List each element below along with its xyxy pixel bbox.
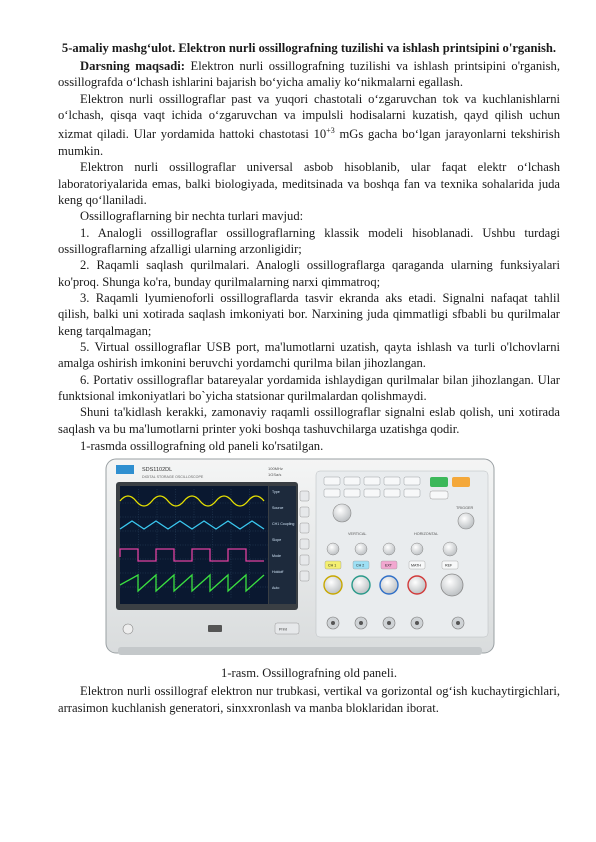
page-title: 5-amaliy mashg‘ulot. Elektron nurli ossillografning tuzilishi va ishlash printsipini o'rganish.	[61, 41, 557, 55]
menu-item: Holdoff	[272, 570, 284, 575]
menu-item: Mode	[272, 554, 281, 559]
horizontal-label: HORIZONTAL	[414, 532, 439, 537]
auto-button[interactable]	[430, 491, 448, 499]
device-spec-bandwidth: 100MHz	[268, 466, 283, 472]
ch1-volts-knob[interactable]	[324, 576, 342, 594]
menu-item: Slope	[272, 538, 282, 543]
math-label: MATH	[411, 563, 421, 568]
list-item: 3. Raqamli lyumienoforli ossillograflarda tasvir ekranda aks etadi. Signalni nafaqat tahlil qilish, balki uni xotirada saqlash imkoniyati bor. Narxining juda qimmatligi sfbabli bu qurilmalar keng tarqalmagan;	[58, 291, 560, 338]
oscilloscope-figure	[58, 457, 560, 661]
brand-logo	[116, 465, 134, 474]
ch2-label: CH 2	[356, 563, 365, 568]
trigger-level-knob[interactable]	[458, 513, 474, 529]
time-base-knob[interactable]	[441, 574, 463, 596]
menu-item: Source	[272, 506, 284, 511]
oscilloscope-image	[58, 457, 560, 661]
closing-paragraph: Elektron nurli ossillograf elektron nur trubkasi, vertikal va gorizontal og‘ish kuchaytirgichlari, arrasimon kuchlanish generatori, sinxxronlash va manba bloklaridan iborat.	[58, 684, 560, 715]
vertical-label: VERTICAL	[348, 532, 367, 537]
ch2-position-knob[interactable]	[355, 543, 367, 555]
power-button[interactable]	[123, 624, 133, 634]
control-panel	[316, 471, 488, 637]
goal-paragraph	[58, 58, 560, 91]
intro-text-2: mGs gacha bo‘lgan jarayonlarni tekshirish mumkin.	[58, 127, 560, 158]
types-intro: Ossillograflarning bir nechta turlari mavjud:	[80, 209, 304, 224]
trigger-label: TRIGGER	[456, 506, 474, 511]
ext-label: EXT	[385, 563, 392, 568]
ref-label: REF	[445, 563, 453, 568]
figure-intro: 1-rasmda ossillografning old paneli ko'rsatilgan.	[80, 439, 324, 454]
goal-text: Elektron nurli ossillografning tuzilishi va ishlash printsipini o'rganish, ossillografda o‘lchash ishlarini bajarish bo‘yicha amaliy ko‘nikmalarni egallash.	[58, 59, 560, 90]
intro-exponent: +3	[326, 126, 335, 136]
usage-paragraph: Elektron nurli ossillograflar universal asbob hisoblanib, ular faqat elektr o‘lchash laboratoriyalarida emas, balki biologiyada, meditsinada va boshqa fan va texnika sohalarida juda keng qo‘llaniladi.	[58, 160, 560, 207]
intro-paragraph	[58, 91, 560, 160]
document-page	[58, 40, 560, 716]
list-item: 1. Analogli ossillograflar ossillograflarning klassik modeli hisoblanadi. Ushbu turdagi ossillograflarning afzalligi ularning arzonligidir;	[58, 225, 560, 256]
device-model: SDS1102DL	[142, 467, 173, 474]
menu-item: Type	[272, 490, 280, 495]
menu-item: CH1 Coupling	[272, 522, 295, 527]
note-paragraph: Shuni ta'kidlash kerakki, zamonaviy raqamli ossillograflar signalni eslab qolish, uni xotirada saqlash va bu ma'lumotlarni printer yoki boshqa tashuvchilarga uzatishga qodir.	[58, 405, 560, 436]
ch3-position-knob[interactable]	[383, 543, 395, 555]
run-stop-button[interactable]	[430, 477, 448, 487]
figure-caption: 1-rasm. Ossillografning old paneli.	[221, 666, 397, 681]
adjust-knob[interactable]	[333, 504, 351, 522]
ch1-position-knob[interactable]	[327, 543, 339, 555]
device-subtitle: DIGITAL STORAGE OSCILLOSCOPE	[142, 475, 204, 480]
ch4-position-knob[interactable]	[411, 543, 423, 555]
ch3-volts-knob[interactable]	[380, 576, 398, 594]
single-button[interactable]	[452, 477, 470, 487]
horizontal-position-knob[interactable]	[443, 542, 457, 556]
ch4-volts-knob[interactable]	[408, 576, 426, 594]
device-spec-samplerate: 1GSa/s	[268, 472, 282, 478]
list-item: 6. Portativ ossillograflar batareyalar yordamida ishlaydigan qurilmalar bilan jihozlangan. Ular funktsional imkoniyatlari bo`yicha statsionar qurilmalardan qolishmaydi.	[58, 372, 560, 404]
intro-text-1: Elektron nurli ossillograflar past va yuqori chastotali o‘zgaruvchan tok va kuchlanishlarni o‘lchash, qisqa vaqt ichida o‘zgaruvchan va impulsli hodisalarni kuzatish, qayd qilish uchun xizmat qiladi. Ular yordamida hattoki chastotasi 10	[58, 91, 560, 142]
menu-item: Auto	[272, 586, 280, 591]
usb-port[interactable]	[208, 625, 222, 632]
print-label: Print	[279, 627, 287, 632]
ch1-label: CH 1	[328, 563, 337, 568]
list-item: 5. Virtual ossillograflar USB port, ma'lumotlarni uzatish, qayta ishlash va turli o'lchovlarni amalga oshirish imkonini beruvchi yordamchi qurilma bilan jihozlangan.	[58, 340, 560, 371]
goal-label: Darsning maqsadi:	[80, 59, 185, 73]
list-item: 2. Raqamli saqlash qurilmalari. Analogli ossillograflarga qaraganda ularning funksiyalari ko'proq. Shunga ko'ra, bunday qurilmalarning narxi qimmatroq;	[58, 258, 560, 289]
ch2-volts-knob[interactable]	[352, 576, 370, 594]
